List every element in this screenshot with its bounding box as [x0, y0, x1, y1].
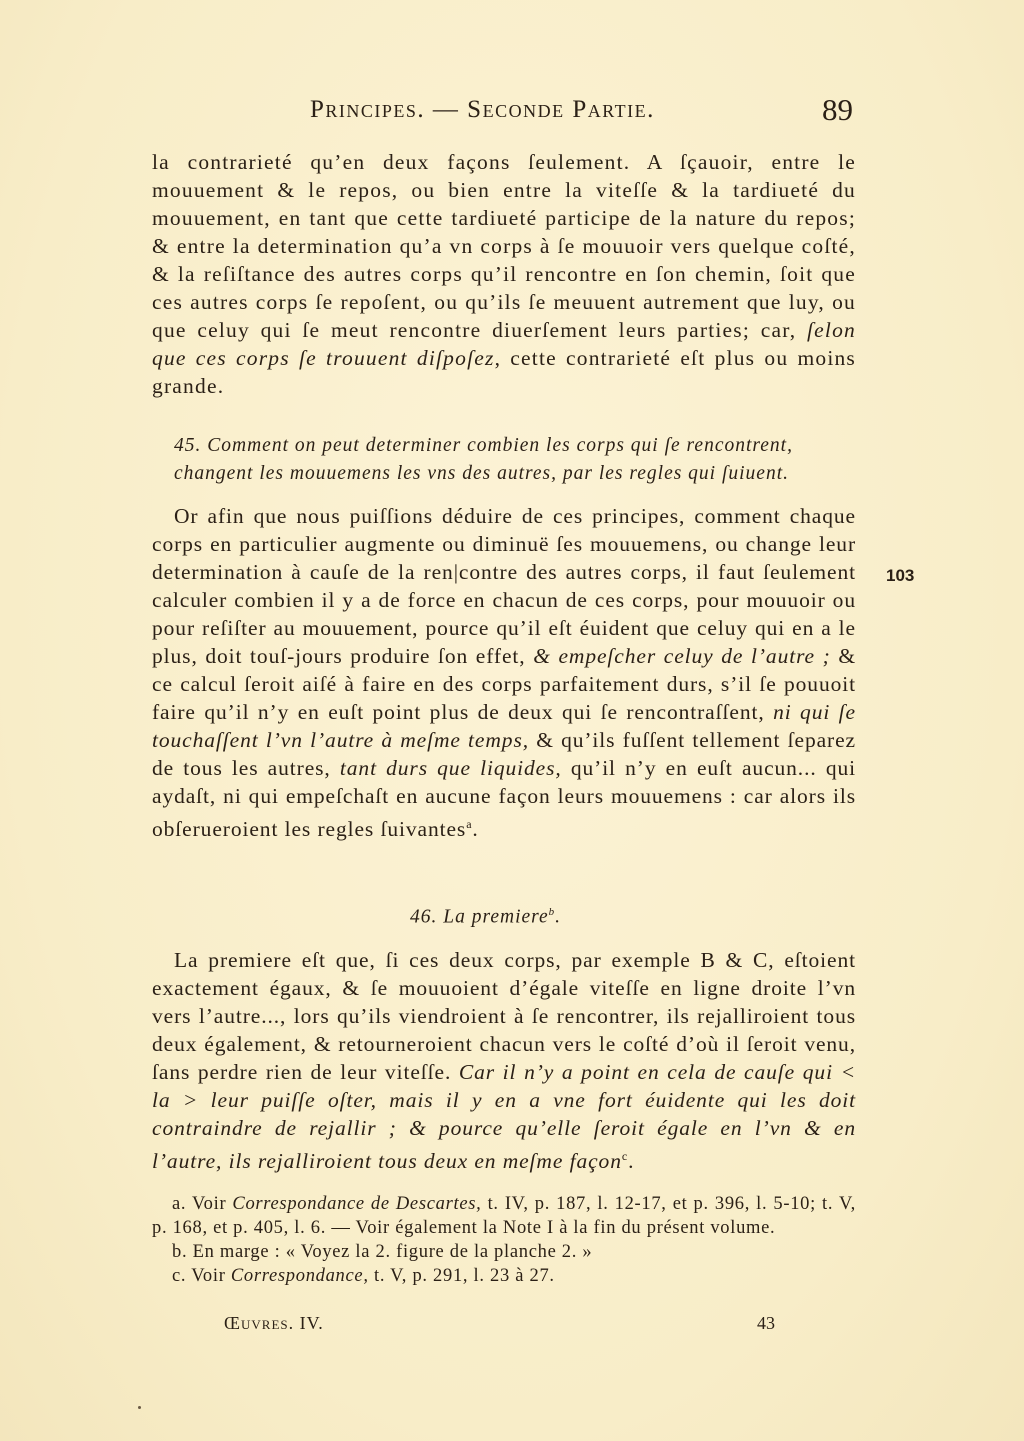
- section-45-paragraph: [152, 502, 856, 843]
- footnote-a-title: Correspondance de Descartes,: [232, 1194, 482, 1214]
- footnote-ref-a[interactable]: a: [466, 817, 473, 831]
- section-heading-45: 45. Comment on peut determiner combien les corps qui ſe rencontrent, changent les mouuemens les vns des autres, par les regles qui ſuiuent.: [174, 435, 793, 484]
- page-number: 89: [822, 92, 853, 127]
- paragraph-text: & ce calcul ſeroit aiſé à faire en des corps parfaitement durs, s’il ſe pouuoit faire qu’il n’y en euſt point plus de deux qui ſe rencontraſſent,: [152, 644, 856, 724]
- footnote-ref-b[interactable]: b: [548, 906, 556, 918]
- paragraph-text: .: [472, 817, 479, 842]
- italic-quote: tant durs que liquides,: [339, 756, 562, 780]
- footnote-b: b. En marge : « Voyez la 2. figure de la planche 2. »: [172, 1242, 593, 1262]
- paragraph-text-end: , cette contrarieté eſt plus ou moins grande.: [152, 346, 857, 398]
- paragraph-text: qu’il n’y en euſt aucun... qui aydaſt, ni qui empeſchaſt en aucune façon leurs mouuemens : car alors ils obſerueroient les regles ſuivantes: [152, 756, 856, 842]
- section-heading-46: [410, 898, 710, 932]
- paragraph-text-end: .: [628, 1149, 635, 1174]
- volume-label: Œuvres. IV.: [224, 1313, 324, 1333]
- margin-page-number: 103: [886, 566, 915, 585]
- speck-mark: [138, 1406, 141, 1409]
- paragraph-text: la contrarieté qu’en deux façons ſeulement. A ſçauoir, entre le mouuement & le repos, ou bien entre la viteſſe & la tardiueté du mouuement, en tant que cette tardiueté participe de la nature du repos; & entre la determination qu’a vn corps à ſe mouuoir vers quelque coſté, & la reſiſtance des autres corps qu’il rencontre en ſon chemin, ſoit que ces autres corps ſe repoſent, ou qu’ils ſe meuuent autrement que luy, ou que celuy qui ſe meut rencontre diuerſement leurs parties; car,: [152, 150, 856, 342]
- footnote-a: [152, 1192, 856, 1240]
- italic-quote: & empeſcher celuy de l’autre ;: [533, 644, 831, 668]
- paragraph-text: & qu’ils fuſſent tellement ſeparez de tous les autres,: [152, 728, 856, 780]
- signature-mark: 43: [757, 1313, 775, 1333]
- footnotes: [152, 1192, 856, 1288]
- italic-quote: ni qui ſe touchaſſent l’vn l’autre à meſme temps,: [152, 700, 856, 752]
- footnote-c-rest: t. V, p. 291, l. 23 à 27.: [368, 1266, 555, 1286]
- footnote-a-prefix: a. Voir: [172, 1194, 233, 1214]
- italic-quote: ſelon que ces corps ſe trouuent diſpoſez: [152, 318, 856, 370]
- paragraph-continued: [152, 148, 856, 400]
- footnote-c: [152, 1264, 856, 1288]
- running-head: Principes. — Seconde Partie.: [310, 96, 655, 123]
- heading-end: .: [555, 906, 562, 928]
- section-46-paragraph: [152, 946, 856, 1175]
- footnote-a-rest: t. IV, p. 187, l. 12-17, et p. 396, l. 5-10; t. V, p. 168, et p. 405, l. 6. — Voir également la Note I à la fin du présent volume.: [152, 1194, 856, 1238]
- paragraph-text: La premiere eſt que, ſi ces deux corps, par exemple B & C, eſtoient exactement égaux, & ſe mouuoient d’égale viteſſe en ligne droite l’vn vers l’autre..., lors qu’ils viendroient à ſe rencontrer, ils rejalliroient tous deux également, & retourneroient chacun vers le coſté d’où il ſeroit venu, ſans perdre rien de leur viteſſe.: [152, 948, 856, 1084]
- paragraph-text: Or afin que nous puiſſions déduire de ces principes, comment chaque corps en particulier augmente ou diminuë ſes mouuemens, ou change leur determination à cauſe de la ren|contre des autres corps, il faut ſeulement calculer combien il y a de force en chacun de ces corps, pour mouuoir ou pour reſiſter au mouuement, pource qu’il eſt éuident que celuy qui en a le plus, doit touſ-jours produire ſon effet,: [152, 504, 856, 668]
- italic-quote: Car il n’y a point en cela de cauſe qui < la > leur puiſſe oſter, mais il y en a vne fort éuidente qui les doit contraindre de rejallir ; & pource qu’elle ſeroit égale en l’vn & en l’autre, ils rejalliroient tous deux en meſme façon: [152, 1060, 856, 1174]
- footnote-c-title: Correspondance,: [230, 1266, 369, 1286]
- footnote-c-prefix: c. Voir: [172, 1266, 231, 1286]
- heading-text: 46. La premiere: [410, 906, 549, 928]
- footnote-ref-c[interactable]: c: [621, 1149, 629, 1163]
